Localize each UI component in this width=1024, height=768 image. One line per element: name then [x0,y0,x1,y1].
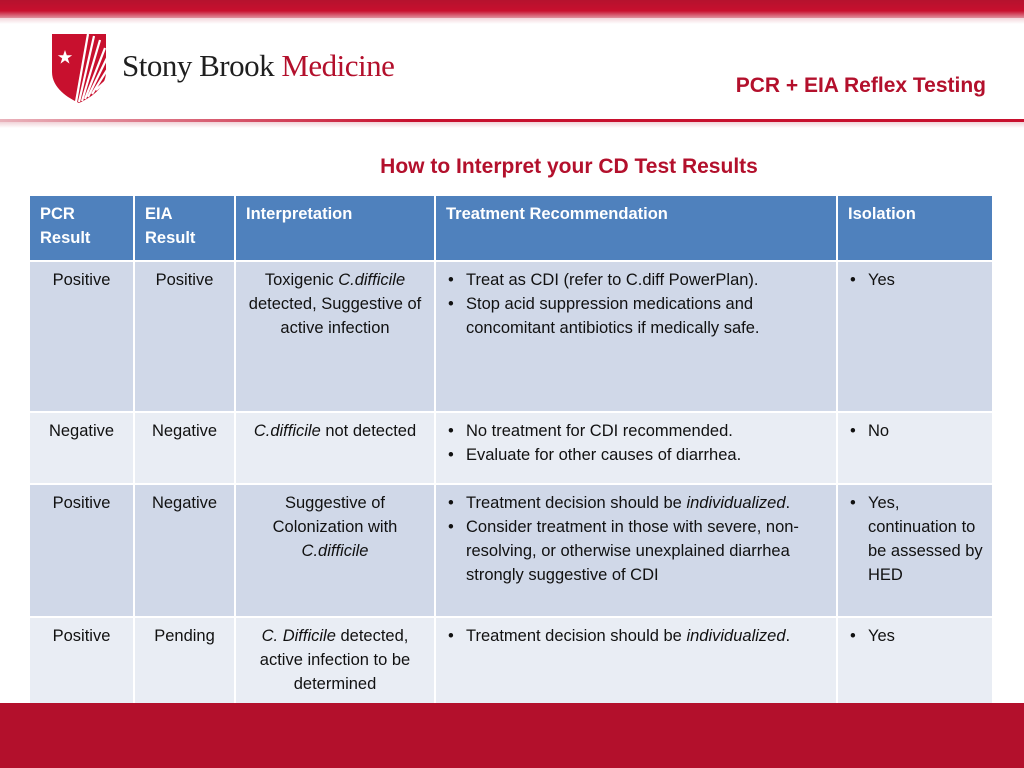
interp-organism: C.difficile [253,422,321,440]
cell-treatment [435,617,837,708]
treatment-item: • Evaluate for other causes of diarrhea. [466,443,830,467]
treatment-item: • Treat as CDI (refer to C.diff PowerPlan). [466,268,830,292]
header-isolation: Isolation [837,195,993,261]
isolation-item: • Yes [868,624,986,648]
header-eia-line1: EIA [145,205,173,223]
header-eia-result [134,195,235,261]
table-title: How to Interpret your CD Test Results [380,155,758,178]
cell-isolation [837,261,993,412]
treatment-emphasis: individualized [686,494,786,512]
treatment-emphasis: individualized [686,627,786,645]
header-pcr-result [29,195,134,261]
table-row [29,412,993,484]
treatment-item: • Stop acid suppression medications and concomitant antibiotics if medically safe. [466,292,830,340]
interp-text: not detected [320,422,417,440]
treatment-text: Treatment decision should be [466,494,687,512]
interp-text: detected, active infection to be determined [259,627,411,693]
isolation-item: • Yes, continuation to be assessed by HED [868,491,986,587]
stony-brook-logo [50,32,394,104]
cell-interpretation [235,412,435,484]
results-table [28,194,994,709]
isolation-item: • No [868,419,986,443]
interp-organism: C. Difficile [261,627,336,645]
cell-isolation [837,484,993,617]
top-decorative-band [0,0,1024,18]
cell-eia: Pending [134,617,235,708]
cell-pcr: Negative [29,412,134,484]
treatment-text: . [785,494,791,512]
top-band-fade [0,18,1024,24]
isolation-item: • Yes [868,268,986,292]
cell-eia: Negative [134,484,235,617]
header-divider-fade [0,122,1024,128]
page-title: PCR + EIA Reflex Testing [735,74,986,97]
header-pcr-line2: Result [40,229,91,247]
cell-treatment [435,412,837,484]
interp-organism: C.difficile [338,271,406,289]
cell-isolation [837,617,993,708]
header-treatment: Treatment Recommendation [435,195,837,261]
cell-interpretation [235,484,435,617]
treatment-text: . [785,627,791,645]
interp-text: Toxigenic [264,271,339,289]
treatment-text: Treatment decision should be [466,627,687,645]
table-row [29,617,993,708]
treatment-item: • No treatment for CDI recommended. [466,419,830,443]
cell-pcr: Positive [29,617,134,708]
interp-organism: C.difficile [301,542,369,560]
shield-icon [50,32,108,104]
cell-pcr: Positive [29,484,134,617]
bottom-decorative-band [0,703,1024,768]
logo-word-medicine: Medicine [281,48,395,83]
cell-interpretation [235,617,435,708]
cell-treatment [435,484,837,617]
cell-pcr: Positive [29,261,134,412]
treatment-item [466,491,830,515]
treatment-item [466,624,830,648]
header-pcr-line1: PCR [40,205,75,223]
table-header-row [29,195,993,261]
treatment-item: • Consider treatment in those with severe, non-resolving, or otherwise unexplained diarrhea strongly suggestive of CDI [466,515,830,587]
logo-wordmark [122,48,394,84]
interp-text: detected, Suggestive of active infection [248,295,422,337]
cell-treatment [435,261,837,412]
cell-eia: Negative [134,412,235,484]
interp-text: Suggestive of Colonization with [272,494,398,536]
cell-isolation [837,412,993,484]
logo-word-stony-brook: Stony Brook [122,48,275,83]
cell-interpretation [235,261,435,412]
table-row [29,261,993,412]
table-row [29,484,993,617]
header-interpretation: Interpretation [235,195,435,261]
header-eia-line2: Result [145,229,196,247]
cell-eia: Positive [134,261,235,412]
